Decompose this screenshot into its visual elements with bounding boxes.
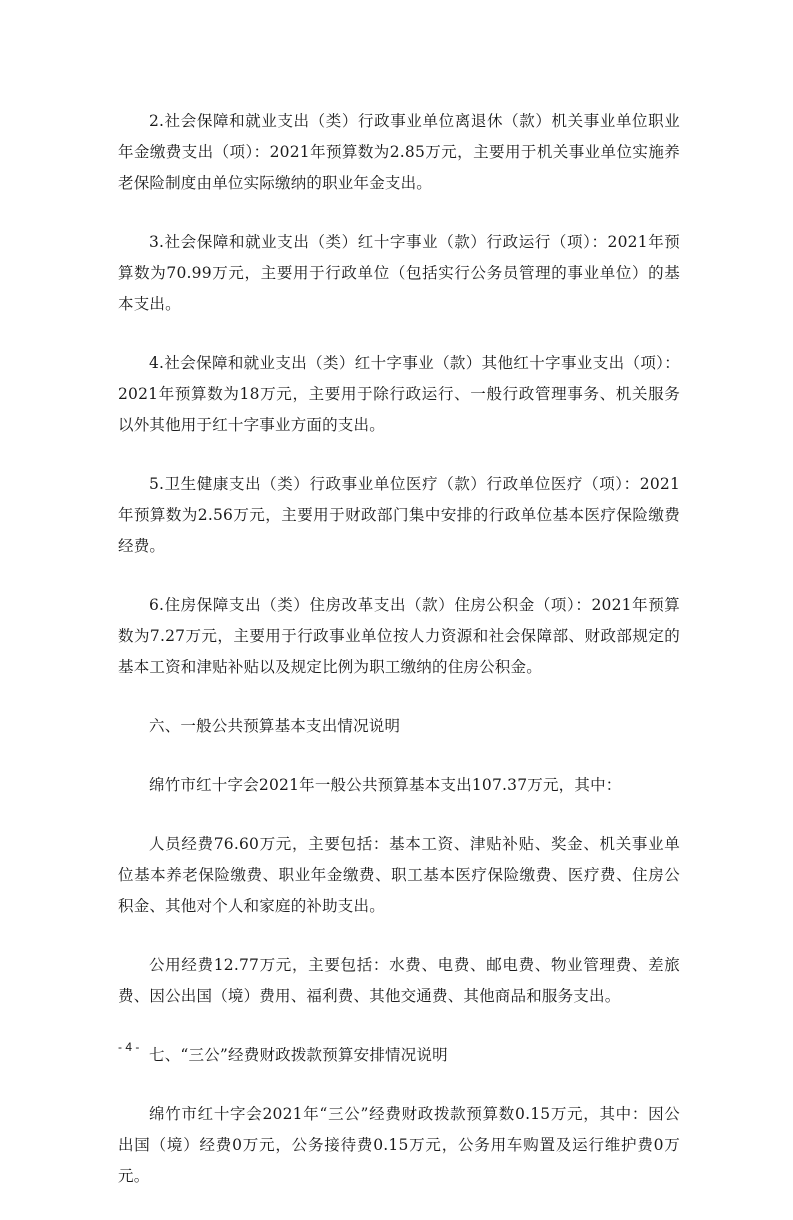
paragraph-expense-item-6: 6.住房保障支出（类）住房改革支出（款）住房公积金（项）：2021年预算数为7.27万元，主要用于行政事业单位按人力资源和社会保障部、财政部规定的基本工资和津贴补贴以及规定比例为职工缴纳的住房公积金。: [118, 596, 680, 676]
page-number: - 4 -: [118, 1040, 140, 1054]
paragraph-expense-item-5: 5.卫生健康支出（类）行政事业单位医疗（款）行政单位医疗（项）：2021年预算数为2.56万元，主要用于财政部门集中安排的行政单位基本医疗保险缴费经费。: [118, 475, 680, 555]
section-heading-basic-expenditure: 六、一般公共预算基本支出情况说明: [149, 717, 401, 735]
paragraph-three-public-expenses: 绵竹市红十字会2021年“三公”经费财政拨款预算数0.15万元，其中：因公出国（境）经费0万元，公务接待费0.15万元，公务用车购置及运行维护费0万元。: [118, 1105, 680, 1185]
paragraph-expense-item-3: 3.社会保障和就业支出（类）红十字事业（款）行政运行（项）：2021年预算数为70.99万元，主要用于行政单位（包括实行公务员管理的事业单位）的基本支出。: [118, 233, 680, 313]
paragraph-expense-item-4: 4.社会保障和就业支出（类）红十字事业（款）其他红十字事业支出（项）：2021年预算数为18万元，主要用于除行政运行、一般行政管理事务、机关服务以外其他用于红十字事业方面的支出。: [118, 354, 680, 434]
paragraph-personnel-expenses: 人员经费76.60万元，主要包括：基本工资、津贴补贴、奖金、机关事业单位基本养老保险缴费、职业年金缴费、职工基本医疗保险缴费、医疗费、住房公积金、其他对个人和家庭的补助支出。: [118, 835, 680, 915]
document-body: [118, 106, 680, 1220]
paragraph-public-expenses: 公用经费12.77万元，主要包括：水费、电费、邮电费、物业管理费、差旅费、因公出国（境）费用、福利费、其他交通费、其他商品和服务支出。: [118, 956, 680, 1005]
paragraph-basic-expenditure-total: 绵竹市红十字会2021年一般公共预算基本支出107.37万元，其中：: [149, 776, 622, 794]
paragraph-expense-item-2: 2.社会保障和就业支出（类）行政事业单位离退休（款）机关事业单位职业年金缴费支出（项）：2021年预算数为2.85万元，主要用于机关事业单位实施养老保险制度由单位实际缴纳的职业年金支出。: [118, 112, 680, 192]
section-heading-three-public-expenses: 七、“三公”经费财政拨款预算安排情况说明: [149, 1046, 448, 1064]
